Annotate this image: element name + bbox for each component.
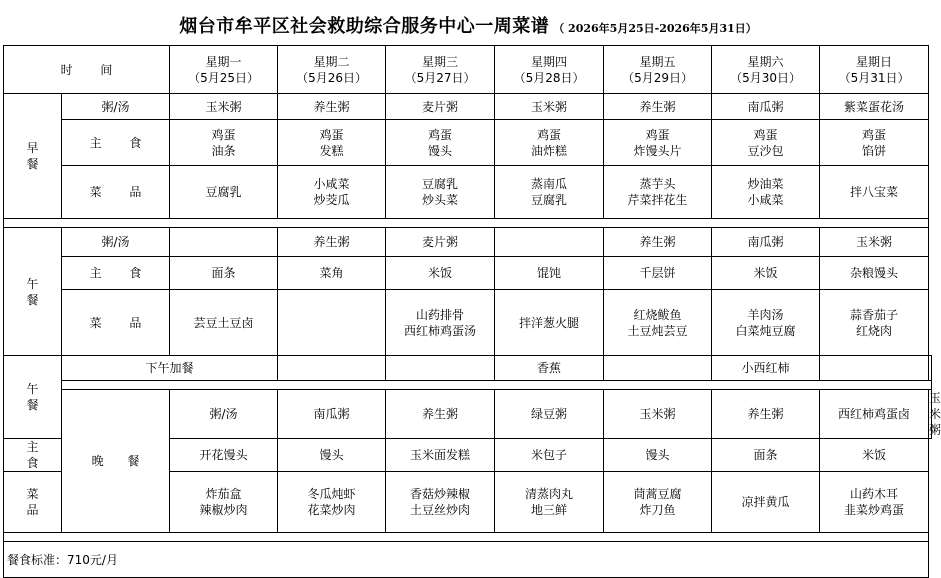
menu-item: 南瓜粥 [747, 235, 784, 249]
menu-cell [495, 472, 604, 533]
menu-cell [604, 472, 712, 533]
menu-item: 凉拌黄瓜 [741, 495, 790, 509]
weekday-label: 星期一 [205, 54, 242, 69]
menu-cell [604, 228, 712, 257]
day-header [712, 46, 820, 94]
time-header: 时 间 [4, 46, 170, 94]
breakfast-label: 早 餐 [4, 94, 62, 219]
menu-item: 蒸南瓜 [531, 177, 568, 191]
weekday-label: 星期五 [639, 54, 676, 69]
menu-item: 蒸芋头 [639, 177, 676, 191]
menu-item: 地三鲜 [531, 503, 568, 517]
date-label: （5月30日） [730, 70, 801, 85]
menu-item: 拌洋葱火腿 [519, 315, 580, 330]
meal-standard: 餐食标准：710元/月 [4, 542, 929, 578]
menu-cell [495, 390, 604, 439]
menu-item: 炒茭瓜 [313, 193, 350, 207]
menu-cell [170, 257, 278, 290]
date-range: （ 2026年5月25日-2026年5月31日） [553, 22, 757, 35]
slot-label: 粥/汤 [62, 228, 170, 257]
weekday-label: 星期二 [313, 54, 350, 69]
menu-cell [386, 472, 495, 533]
menu-item: 白菜炖豆腐 [735, 323, 796, 338]
menu-item: 拌八宝菜 [850, 185, 899, 199]
menu-cell [170, 439, 278, 472]
menu-cell [712, 390, 820, 439]
menu-item: 炸刀鱼 [639, 503, 676, 517]
menu-cell [712, 166, 820, 219]
breakfast-staple-row [4, 120, 932, 166]
header-row [4, 46, 932, 94]
menu-cell [278, 94, 386, 120]
menu-cell [386, 390, 495, 439]
menu-cell [712, 257, 820, 290]
menu-cell [604, 94, 712, 120]
menu-cell [712, 356, 820, 381]
menu-item: 西红柿鸡蛋汤 [404, 323, 477, 338]
menu-item: 米饭 [862, 448, 887, 462]
spacer-row [4, 381, 932, 390]
menu-item: 馅饼 [862, 143, 887, 158]
menu-item: 紫菜蛋花汤 [844, 99, 905, 114]
menu-item: 山药木耳 [850, 487, 899, 501]
menu-item: 玉米粥 [856, 235, 893, 249]
menu-item: 面条 [211, 266, 236, 280]
menu-item: 养生粥 [639, 235, 676, 249]
menu-item: 土豆丝炒肉 [410, 503, 471, 517]
menu-cell [712, 472, 820, 533]
date-label: （5月28日） [513, 70, 585, 85]
menu-cell [820, 290, 929, 356]
menu-cell [278, 439, 386, 472]
menu-cell [495, 356, 604, 381]
spacer-cell [4, 533, 929, 542]
slot-label: 菜 品 [62, 290, 170, 356]
menu-item: 炒油菜 [747, 177, 784, 191]
menu-cell [278, 356, 386, 381]
menu-item: 馒头 [428, 143, 453, 158]
menu-cell [170, 120, 278, 166]
slot-label: 菜 品 [4, 472, 62, 533]
slot-label: 主 食 [4, 439, 62, 472]
menu-cell [712, 439, 820, 472]
weekday-label: 星期六 [747, 54, 784, 69]
menu-item: 韭菜炒鸡蛋 [844, 503, 905, 517]
menu-cell [929, 356, 932, 381]
menu-cell [495, 290, 604, 356]
day-header [170, 46, 278, 94]
menu-cell [386, 120, 495, 166]
day-header [495, 46, 604, 94]
menu-cell [170, 472, 278, 533]
slot-label: 粥/汤 [170, 390, 278, 439]
dinner-label: 晚 餐 [62, 390, 170, 533]
spacer-cell [4, 219, 929, 228]
menu-item: 香菇炒辣椒 [410, 487, 471, 501]
menu-item: 鸡蛋 [428, 127, 453, 142]
menu-item: 鸡蛋 [862, 127, 887, 142]
menu-item: 玉米粥 [205, 99, 242, 114]
weekday-label: 星期日 [856, 54, 893, 69]
menu-cell [278, 166, 386, 219]
menu-cell [386, 439, 495, 472]
menu-item: 玉米粥 [639, 407, 676, 421]
menu-item: 羊肉汤 [747, 307, 784, 322]
menu-cell [495, 228, 604, 257]
menu-cell [820, 120, 929, 166]
menu-cell [604, 120, 712, 166]
menu-item: 芹菜拌花生 [627, 193, 688, 207]
menu-cell [712, 228, 820, 257]
menu-cell [604, 290, 712, 356]
lunch-dish-row [4, 290, 932, 356]
date-label: （5月26日） [296, 70, 367, 85]
menu-item: 炸茄盒 [205, 487, 242, 501]
menu-cell [278, 472, 386, 533]
menu-cell [712, 120, 820, 166]
menu-item: 油条 [211, 143, 236, 158]
menu-cell [604, 166, 712, 219]
menu-cell [929, 390, 941, 439]
spacer-row [4, 219, 932, 228]
menu-cell [820, 94, 929, 120]
lunch-staple-row [4, 257, 932, 290]
menu-item: 麦片粥 [422, 99, 459, 114]
menu-item: 菜角 [319, 266, 344, 280]
menu-item: 小西红柿 [741, 361, 790, 375]
menu-cell [820, 166, 929, 219]
menu-cell [386, 166, 495, 219]
menu-item: 馒头 [645, 448, 670, 462]
menu-cell [604, 257, 712, 290]
menu-item: 辣椒炒肉 [199, 503, 248, 517]
weekday-label: 星期四 [531, 54, 568, 69]
menu-cell [495, 257, 604, 290]
menu-item: 红烧肉 [856, 323, 893, 338]
menu-cell [386, 290, 495, 356]
date-label: （5月27日） [404, 70, 476, 85]
slot-label: 粥/汤 [62, 94, 170, 120]
menu-item: 千层饼 [639, 266, 676, 280]
menu-item: 豆沙包 [747, 143, 784, 158]
menu-cell [278, 390, 386, 439]
menu-cell [495, 94, 604, 120]
menu-item: 炸馒头片 [633, 143, 682, 158]
menu-item: 米包子 [531, 448, 568, 462]
weekly-menu-table [3, 45, 941, 578]
menu-item: 鸡蛋 [537, 127, 562, 142]
menu-item: 养生粥 [313, 235, 350, 249]
date-label: （5月29日） [622, 70, 693, 85]
menu-item: 米饭 [428, 266, 453, 280]
menu-item: 芸豆土豆卤 [193, 315, 254, 330]
date-label: （5月25日） [188, 70, 259, 85]
menu-cell [495, 439, 604, 472]
breakfast-porridge-row [4, 94, 932, 120]
menu-cell [278, 120, 386, 166]
menu-item: 麦片粥 [422, 235, 459, 249]
menu-item: 馄饨 [537, 266, 562, 280]
menu-cell [386, 94, 495, 120]
day-header [386, 46, 495, 94]
menu-cell [170, 290, 278, 356]
menu-cell [278, 257, 386, 290]
menu-item: 米饭 [753, 266, 778, 280]
menu-cell [170, 166, 278, 219]
menu-item: 发糕 [319, 143, 344, 158]
menu-cell [604, 439, 712, 472]
menu-cell [386, 228, 495, 257]
menu-item: 清蒸肉丸 [525, 487, 574, 501]
lunch-label: 午 餐 [4, 228, 62, 356]
menu-item: 面条 [753, 448, 778, 462]
menu-cell [278, 290, 386, 356]
menu-item: 冬瓜炖虾 [307, 487, 356, 501]
menu-cell [604, 390, 712, 439]
menu-item: 鸡蛋 [753, 127, 778, 142]
menu-item: 豆腐乳 [531, 193, 568, 207]
spacer-row [4, 533, 932, 542]
menu-item: 馒头 [319, 448, 344, 462]
slot-label: 主 食 [62, 120, 170, 166]
menu-cell [712, 290, 820, 356]
slot-label: 主 食 [62, 257, 170, 290]
menu-cell [820, 472, 929, 533]
menu-item: 养生粥 [313, 99, 350, 114]
breakfast-dish-row [4, 166, 932, 219]
menu-cell [820, 356, 929, 381]
menu-item: 香蕉 [537, 361, 562, 375]
day-header [820, 46, 929, 94]
menu-item: 西红柿鸡蛋卤 [838, 407, 911, 421]
page-title [0, 12, 936, 38]
menu-item: 鸡蛋 [211, 127, 236, 142]
menu-cell [170, 228, 278, 257]
menu-item: 南瓜粥 [747, 99, 784, 114]
day-header [604, 46, 712, 94]
menu-cell [820, 439, 929, 472]
lunch-porridge-row [4, 228, 932, 257]
day-header [278, 46, 386, 94]
menu-item: 养生粥 [422, 407, 459, 421]
menu-item: 南瓜粥 [313, 407, 350, 421]
menu-item: 开花馒头 [199, 448, 248, 462]
menu-item: 鸡蛋 [645, 127, 670, 142]
footer-row [4, 542, 932, 578]
menu-item: 豆腐乳 [205, 185, 242, 199]
menu-item: 花菜炒肉 [307, 503, 356, 517]
menu-item: 土豆炖芸豆 [627, 323, 688, 338]
menu-item: 山药排骨 [416, 307, 465, 322]
menu-item: 豆腐乳 [422, 177, 459, 191]
menu-item: 小咸菜 [747, 193, 784, 207]
date-label: （5月31日） [838, 70, 910, 85]
menu-item: 玉米粥 [531, 99, 568, 114]
menu-title: 烟台市牟平区社会救助综合服务中心一周菜谱 [179, 16, 550, 37]
menu-item: 养生粥 [639, 99, 676, 114]
spacer-cell [62, 381, 932, 390]
menu-cell [386, 356, 495, 381]
menu-cell [712, 94, 820, 120]
dinner-porridge-row [4, 390, 932, 439]
menu-cell [820, 257, 929, 290]
menu-cell [386, 257, 495, 290]
menu-item: 红烧鲅鱼 [633, 307, 682, 322]
menu-item: 炒头菜 [422, 193, 459, 207]
menu-item: 玉米粥 [929, 391, 941, 437]
menu-item: 鸡蛋 [319, 127, 344, 142]
menu-cell [820, 228, 929, 257]
menu-cell [170, 94, 278, 120]
menu-item: 杂粮馒头 [850, 266, 899, 280]
menu-cell [604, 356, 712, 381]
lunch-label: 午 餐 [4, 356, 62, 439]
menu-item: 玉米面发糕 [410, 448, 471, 462]
menu-item: 油炸糕 [531, 143, 568, 158]
menu-item: 小咸菜 [313, 177, 350, 191]
menu-item: 蒜香茄子 [850, 307, 899, 322]
snack-label: 下午加餐 [62, 356, 278, 381]
menu-item: 养生粥 [747, 407, 784, 421]
lunch-snack-row [4, 356, 932, 381]
menu-item: 茼蒿豆腐 [633, 487, 682, 501]
menu-cell [495, 120, 604, 166]
menu-cell [495, 166, 604, 219]
slot-label: 菜 品 [62, 166, 170, 219]
menu-cell [278, 228, 386, 257]
menu-item: 绿豆粥 [531, 407, 568, 421]
weekday-label: 星期三 [422, 54, 459, 69]
